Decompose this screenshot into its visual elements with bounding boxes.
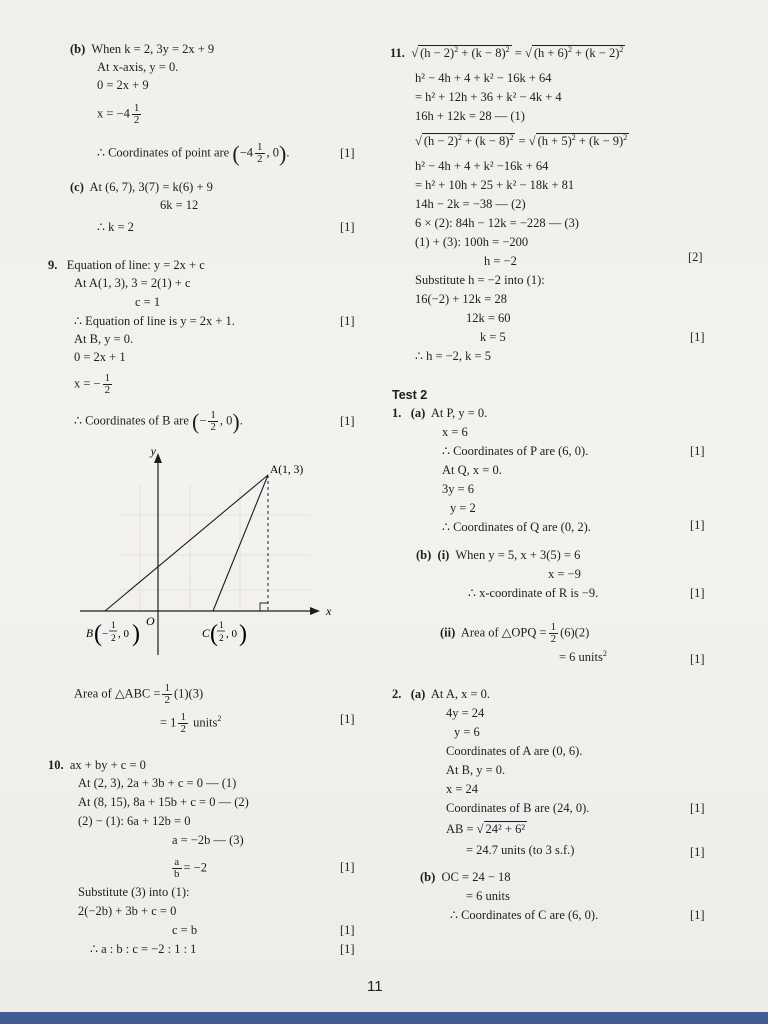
t2q1-b-line3: ∴ x-coordinate of R is −9.	[468, 586, 599, 600]
t2q1-mark1: [1]	[690, 444, 705, 458]
t2q1-b-line2: x = −9	[548, 567, 581, 581]
q8c-mark: [1]	[340, 220, 355, 234]
graph-grid	[120, 485, 310, 610]
svg-text:, 0: , 0	[118, 628, 129, 640]
x-axis-label: x	[326, 604, 332, 618]
q11-line12: Substitute h = −2 into (1):	[415, 273, 545, 287]
t2q2-a-line9: = 24.7 units (to 3 s.f.)	[466, 843, 575, 857]
q9-area-line2: = 1 $\frac{1}{2}$ units$^2$	[160, 711, 222, 735]
t2q2-a-line4: Coordinates of A are (0, 6).	[446, 744, 583, 758]
t2q1-mark2: [1]	[690, 518, 705, 532]
q10-mark1: [1]	[340, 860, 355, 874]
q10-line3: At (8, 15), 8a + 15b + c = 0 — (2)	[78, 795, 249, 809]
svg-text:(: (	[94, 621, 102, 647]
q9-line6: 0 = 2x + 1	[74, 350, 126, 364]
svg-text:B: B	[86, 628, 94, 640]
q10-mark2: [1]	[340, 923, 355, 937]
q10-line8: 2(−2b) + 3b + c = 0	[78, 904, 177, 918]
svg-text:2: 2	[219, 634, 224, 644]
q11-line6: h² − 4h + 4 + k² −16k + 64	[415, 159, 549, 173]
q11-line10: (1) + (3): 100h = −200	[415, 235, 529, 249]
svg-text:1: 1	[111, 621, 116, 631]
q9-line4: ∴ Equation of line is y = 2x + 1.	[74, 314, 235, 328]
t2q1-a-line5: 3y = 6	[442, 482, 475, 496]
q10-line7: Substitute (3) into (1):	[78, 885, 190, 899]
right-angle-marker	[260, 603, 268, 611]
q10-line10: ∴ a : b : c = −2 : 1 : 1	[90, 942, 197, 956]
q10-line4: (2) − (1): 6a + 12b = 0	[78, 814, 191, 828]
t2q2-a-line6: x = 24	[446, 782, 479, 796]
t2q1-a-line3: ∴ Coordinates of P are (6, 0).	[442, 444, 589, 458]
q10-line1: 10. ax + by + c = 0	[48, 758, 146, 772]
x-axis-arrow	[310, 607, 320, 615]
triangle-graph	[80, 445, 340, 670]
svg-text:): )	[239, 621, 247, 647]
point-a-label: A(1, 3)	[270, 464, 304, 476]
t2q1-a-line7: ∴ Coordinates of Q are (0, 2).	[442, 520, 591, 534]
q11-line15: k = 5	[480, 330, 506, 344]
q8b-line5: ∴ Coordinates of point are (−4 $\frac{1}{2}$ , 0).	[97, 141, 290, 166]
q11-line9: 6 × (2): 84h − 12k = −228 — (3)	[415, 216, 579, 230]
t2q2-a-line3: y = 6	[454, 725, 480, 739]
q9-mark1: [1]	[340, 314, 355, 328]
t2q2-a-line8: AB = √ 24² + 6²	[446, 822, 526, 836]
q11-line7: = h² + 10h + 25 + k² − 18k + 81	[415, 178, 575, 192]
q10-line5: a = −2b — (3)	[172, 833, 244, 847]
q11-line2: h² − 4h + 4 + k² − 16k + 64	[415, 71, 552, 85]
t2q1-mark4: [1]	[690, 652, 705, 666]
q9-line7: x = − $\frac{1}{2}$	[74, 372, 111, 396]
q9-line1: 9. Equation of line: y = 2x + c	[48, 258, 205, 272]
t2q2-b-line1: (b) OC = 24 − 18	[420, 870, 511, 884]
t2q2-b-line2: = 6 units	[466, 889, 510, 903]
page-number: 11	[367, 978, 383, 995]
q8c-line3: ∴ k = 2	[97, 220, 134, 234]
t2q2-a-line5: At B, y = 0.	[446, 763, 506, 777]
t2q1-bii-line1: (ii) Area of △OPQ = $\frac{1}{2}$ (6)(2)	[440, 621, 590, 645]
q11-eq1: 11. √ $(h - 2)^2 + (k - 8)^2$ = √ $(h + 6)^2 + (k - 2)^2$	[390, 44, 624, 60]
q9-mark3: [1]	[340, 712, 355, 726]
q10-line6: $\frac{a}{b}$ = −2	[174, 856, 207, 880]
background-surface	[0, 1012, 768, 1024]
t2q2-mark2: [1]	[690, 845, 705, 859]
point-c-label	[202, 621, 247, 647]
t2q2-a-line7: Coordinates of B are (24, 0).	[446, 801, 590, 815]
origin-label: O	[146, 614, 155, 628]
t2q2-a-line1: 2. (a) At A, x = 0.	[392, 687, 491, 701]
q11-mark1: [2]	[688, 250, 703, 264]
y-axis-label: y	[150, 445, 156, 458]
q11-line13: 16(−2) + 12k = 28	[415, 292, 507, 306]
t2q1-b-line1: (b) (i) When y = 5, x + 3(5) = 6	[416, 548, 581, 562]
q11-line3: = h² + 12h + 36 + k² − 4k + 4	[415, 90, 562, 104]
svg-text:, 0: , 0	[226, 628, 237, 640]
point-b-label	[86, 621, 140, 647]
svg-text:1: 1	[219, 621, 224, 631]
q10-line9: c = b	[172, 923, 198, 937]
q8b-line4: x = −4 $\frac{1}{2}$	[97, 102, 140, 126]
t2q1-a-line6: y = 2	[450, 501, 476, 515]
svg-text:): )	[132, 621, 140, 647]
t2q2-b-line3: ∴ Coordinates of C are (6, 0).	[450, 908, 599, 922]
t2q1-a-line4: At Q, x = 0.	[442, 463, 502, 477]
t2q1-a-line2: x = 6	[442, 425, 468, 439]
t2q2-mark3: [1]	[690, 908, 705, 922]
q11-line16: ∴ h = −2, k = 5	[415, 349, 491, 363]
line-ba	[105, 475, 268, 611]
q9-area-line1: Area of △ABC = $\frac{1}{2}$ (1)(3)	[74, 682, 204, 706]
q11-eq2: √ $(h - 2)^2 + (k - 8)^2$ = √ $(h + 5)^2 + (k - 9)^2$	[415, 132, 628, 148]
q8b-line3: 0 = 2x + 9	[97, 78, 149, 92]
q8b-line1: (b) When k = 2, 3y = 2x + 9	[70, 42, 215, 56]
svg-text:−: −	[102, 628, 109, 640]
test2-heading: Test 2	[392, 388, 428, 402]
line-ca	[213, 475, 268, 611]
q11-line11: h = −2	[484, 254, 517, 268]
q8c-line1: (c) At (6, 7), 3(7) = k(6) + 9	[70, 180, 213, 194]
q11-line4: 16h + 12k = 28 — (1)	[415, 109, 525, 123]
q10-mark3: [1]	[340, 942, 355, 956]
q11-line14: 12k = 60	[466, 311, 511, 325]
svg-text:(: (	[210, 621, 218, 647]
t2q1-bii-line2: = 6 units$^2$	[559, 648, 607, 664]
svg-text:2: 2	[111, 634, 116, 644]
q9-line8: ∴ Coordinates of B are (− $\frac{1}{2}$ , 0).	[74, 409, 243, 434]
q11-mark2: [1]	[690, 330, 705, 344]
t2q1-mark3: [1]	[690, 586, 705, 600]
t2q2-mark1: [1]	[690, 801, 705, 815]
q8c-line2: 6k = 12	[160, 198, 199, 212]
t2q2-a-line2: 4y = 24	[446, 706, 485, 720]
q8b-line2: At x-axis, y = 0.	[97, 60, 179, 74]
q9-line5: At B, y = 0.	[74, 332, 134, 346]
q8b-mark: [1]	[340, 146, 355, 160]
q9-mark2: [1]	[340, 414, 355, 428]
q9-line3: c = 1	[135, 295, 161, 309]
q9-line2: At A(1, 3), 3 = 2(1) + c	[74, 276, 191, 290]
t2q1-a-line1: 1. (a) At P, y = 0.	[392, 406, 488, 420]
q11-line8: 14h − 2k = −38 — (2)	[415, 197, 526, 211]
svg-text:C: C	[202, 628, 210, 640]
q10-line2: At (2, 3), 2a + 3b + c = 0 — (1)	[78, 776, 237, 790]
